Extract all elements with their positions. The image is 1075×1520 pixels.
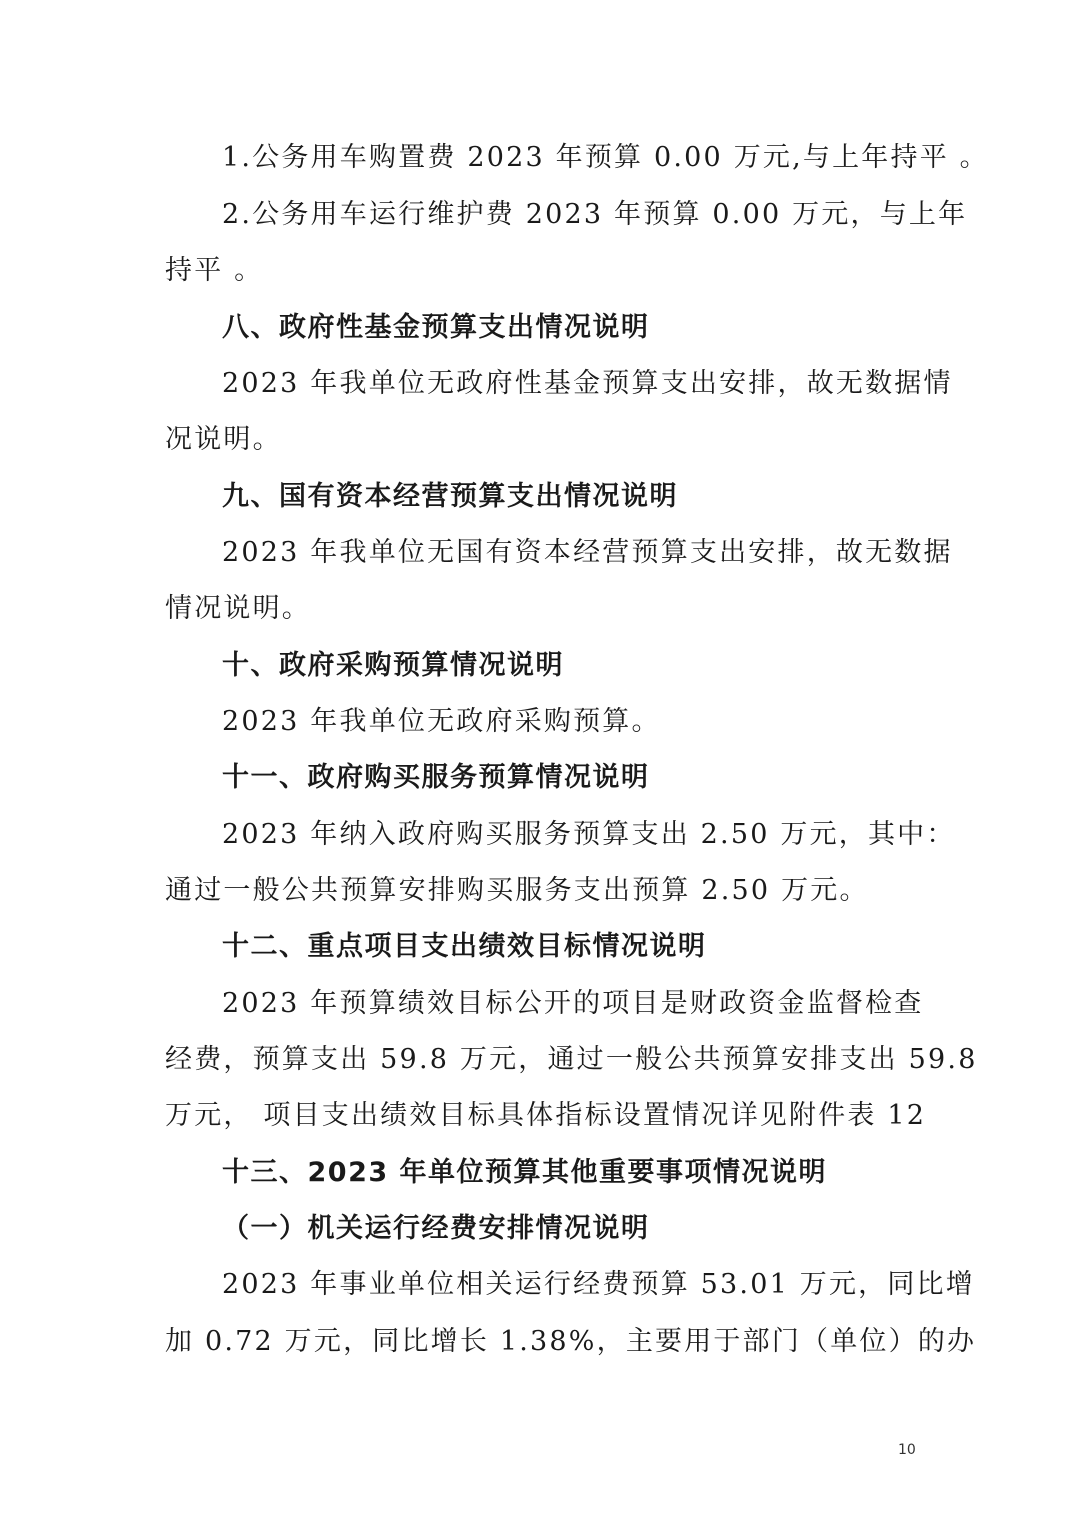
paragraph-vehicle-purchase: 1.公务用车购置费 2023 年预算 0.00 万元,与上年持平 。	[222, 142, 989, 173]
paragraph-procurement: 2023 年我单位无政府采购预算。	[222, 706, 661, 737]
paragraph-vehicle-maintenance: 2.公务用车运行维护费 2023 年预算 0.00 万元，与上年	[222, 199, 968, 230]
paragraph-performance: 2023 年预算绩效目标公开的项目是财政资金监督检查	[222, 988, 924, 1019]
paragraph-state-capital-cont: 情况说明。	[165, 593, 311, 624]
paragraph-performance-cont-1: 经费，预算支出 59.8 万元，通过一般公共预算安排支出 59.8	[165, 1044, 978, 1075]
paragraph-operating-costs: 2023 年事业单位相关运行经费预算 53.01 万元，同比增	[222, 1269, 975, 1300]
paragraph-state-capital: 2023 年我单位无国有资本经营预算支出安排，故无数据	[222, 537, 953, 568]
paragraph-performance-cont-2: 万元， 项目支出绩效目标具体指标设置情况详见附件表 12	[165, 1100, 927, 1131]
paragraph-vehicle-maintenance-cont: 持平 。	[165, 255, 264, 286]
section-heading-8: 八、政府性基金预算支出情况说明	[222, 312, 650, 343]
subsection-heading-1: （一）机关运行经费安排情况说明	[222, 1213, 650, 1244]
paragraph-purchase-services-cont: 通过一般公共预算安排购买服务支出预算 2.50 万元。	[165, 875, 869, 906]
section-heading-13: 十三、2023 年单位预算其他重要事项情况说明	[222, 1157, 828, 1188]
section-heading-12: 十二、重点项目支出绩效目标情况说明	[222, 931, 707, 962]
paragraph-operating-costs-cont: 加 0.72 万元，同比增长 1.38%，主要用于部门（单位）的办	[165, 1326, 977, 1357]
paragraph-gov-fund-cont: 况说明。	[165, 424, 282, 455]
section-heading-11: 十一、政府购买服务预算情况说明	[222, 762, 650, 793]
section-heading-10: 十、政府采购预算情况说明	[222, 650, 564, 681]
paragraph-purchase-services: 2023 年纳入政府购买服务预算支出 2.50 万元，其中：	[222, 819, 956, 850]
paragraph-gov-fund: 2023 年我单位无政府性基金预算支出安排，故无数据情	[222, 368, 953, 399]
page-number: 10	[898, 1442, 916, 1458]
section-heading-9: 九、国有资本经营预算支出情况说明	[222, 481, 678, 512]
